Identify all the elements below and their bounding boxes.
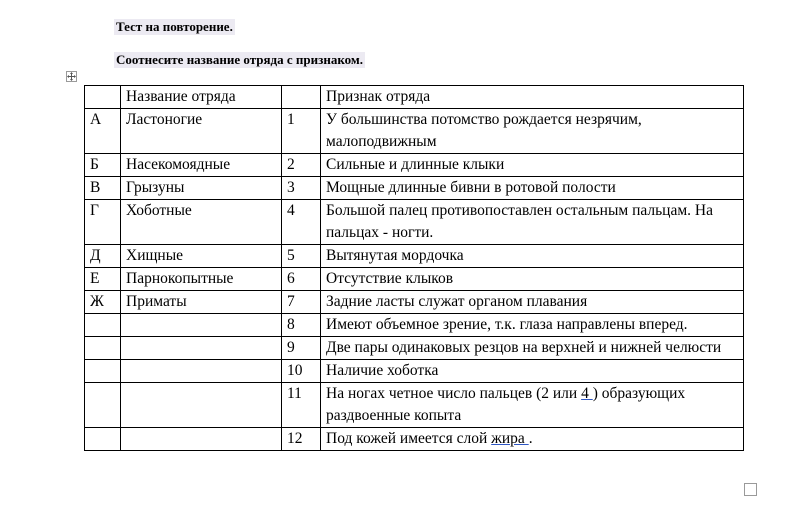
order-cell[interactable]: Ластоногие	[121, 109, 282, 154]
table-row	[85, 109, 744, 154]
sign-cell[interactable]: Имеют объемное зрение, т.к. глаза направлены вперед.	[321, 314, 744, 337]
order-cell[interactable]	[121, 314, 282, 337]
letter-cell[interactable]: Г	[85, 200, 121, 245]
number-cell[interactable]: 6	[282, 268, 321, 291]
order-cell[interactable]: Парнокопытные	[121, 268, 282, 291]
table-row	[85, 200, 744, 245]
order-cell[interactable]	[121, 383, 282, 428]
header-order-cell[interactable]: Название отряда	[121, 86, 282, 109]
number-cell[interactable]: 9	[282, 337, 321, 360]
underlined-text: 4	[581, 385, 593, 402]
number-cell[interactable]: 2	[282, 154, 321, 177]
table-header-row	[85, 86, 744, 109]
matching-table	[84, 85, 744, 451]
table-row	[85, 268, 744, 291]
sign-text: ) образующих раздвоенные копыта	[326, 385, 686, 424]
table-row	[85, 154, 744, 177]
letter-cell[interactable]: В	[85, 177, 121, 200]
table-row	[85, 383, 744, 428]
number-cell[interactable]: 4	[282, 200, 321, 245]
letter-cell[interactable]: А	[85, 109, 121, 154]
order-cell[interactable]	[121, 360, 282, 383]
number-cell[interactable]: 8	[282, 314, 321, 337]
letter-cell[interactable]	[85, 428, 121, 451]
sign-text: На ногах четное число пальцев (2 или	[326, 385, 582, 402]
instruction-text: Соотнесите название отряда с признаком.	[116, 52, 364, 67]
letter-cell[interactable]	[85, 314, 121, 337]
underlined-text: жира	[491, 430, 529, 447]
number-cell[interactable]: 3	[282, 177, 321, 200]
order-cell[interactable]: Хищные	[121, 245, 282, 268]
sign-cell[interactable]: Мощные длинные бивни в ротовой полости	[321, 177, 744, 200]
number-cell[interactable]: 11	[282, 383, 321, 428]
table-row	[85, 428, 744, 451]
table-row	[85, 177, 744, 200]
table-row	[85, 314, 744, 337]
header-letter-cell[interactable]	[85, 86, 121, 109]
order-cell[interactable]	[121, 337, 282, 360]
letter-cell[interactable]	[85, 360, 121, 383]
header-sign-cell[interactable]: Признак отряда	[321, 86, 744, 109]
number-cell[interactable]: 10	[282, 360, 321, 383]
order-cell[interactable]	[121, 428, 282, 451]
table-row	[85, 360, 744, 383]
sign-cell[interactable]: Задние ласты служат органом плавания	[321, 291, 744, 314]
sign-cell[interactable]: Две пары одинаковых резцов на верхней и нижней челюсти	[321, 337, 744, 360]
sign-text: Под кожей имеется слой	[326, 430, 492, 447]
letter-cell[interactable]: Д	[85, 245, 121, 268]
page-title: Тест на повторение.	[116, 19, 233, 34]
letter-cell[interactable]: Ж	[85, 291, 121, 314]
order-cell[interactable]: Приматы	[121, 291, 282, 314]
table-row	[85, 337, 744, 360]
sign-cell[interactable]: Наличие хоботка	[321, 360, 744, 383]
table-move-handle-icon[interactable]	[66, 71, 77, 82]
letter-cell[interactable]: Б	[85, 154, 121, 177]
number-cell[interactable]: 12	[282, 428, 321, 451]
table-resize-handle-icon[interactable]	[744, 483, 757, 496]
number-cell[interactable]: 1	[282, 109, 321, 154]
letter-cell[interactable]: Е	[85, 268, 121, 291]
sign-cell[interactable]: Сильные и длинные клыки	[321, 154, 744, 177]
sign-cell[interactable]: Большой палец противопоставлен остальным пальцам. На пальцах - ногти.	[321, 200, 744, 245]
header-number-cell[interactable]	[282, 86, 321, 109]
table-row	[85, 291, 744, 314]
table-row	[85, 245, 744, 268]
order-cell[interactable]: Грызуны	[121, 177, 282, 200]
order-cell[interactable]: Насекомоядные	[121, 154, 282, 177]
sign-cell[interactable]	[321, 383, 744, 428]
sign-text: .	[528, 430, 533, 447]
sign-cell[interactable]: У большинства потомство рождается незрячим, малоподвижным	[321, 109, 744, 154]
sign-cell[interactable]: Отсутствие клыков	[321, 268, 744, 291]
sign-cell[interactable]	[321, 428, 744, 451]
letter-cell[interactable]	[85, 383, 121, 428]
order-cell[interactable]: Хоботные	[121, 200, 282, 245]
sign-cell[interactable]: Вытянутая мордочка	[321, 245, 744, 268]
number-cell[interactable]: 5	[282, 245, 321, 268]
number-cell[interactable]: 7	[282, 291, 321, 314]
letter-cell[interactable]	[85, 337, 121, 360]
